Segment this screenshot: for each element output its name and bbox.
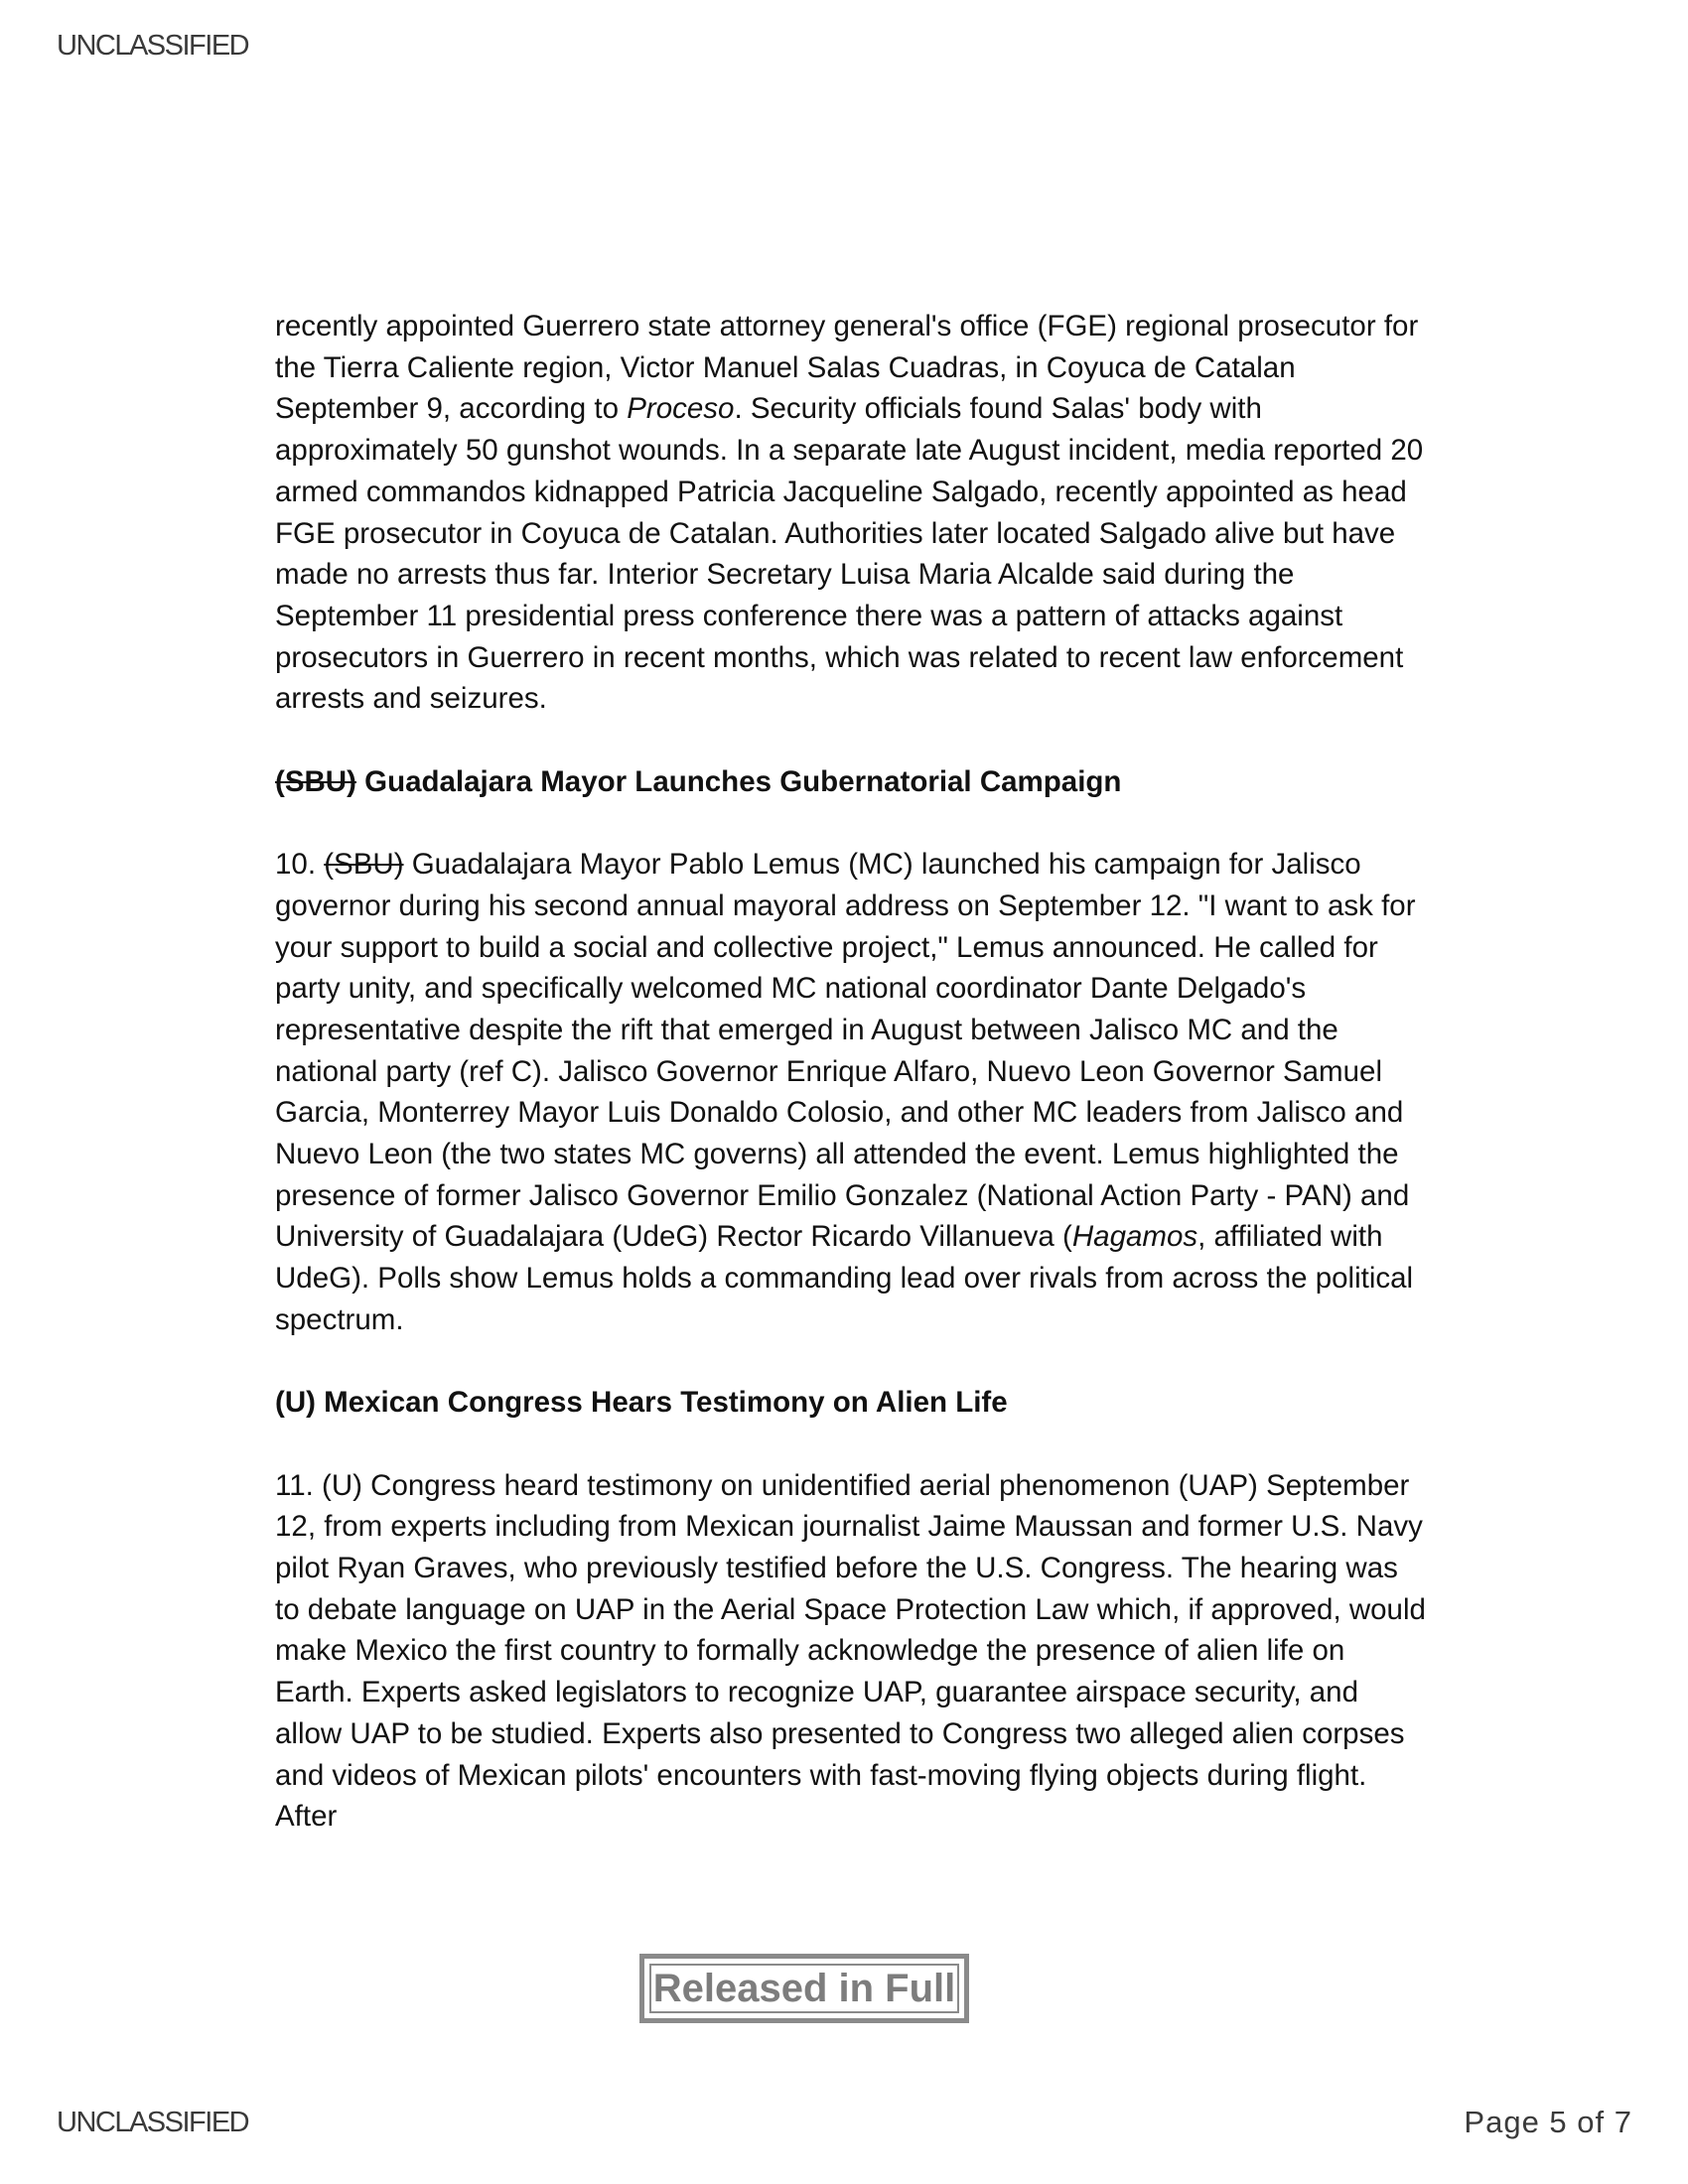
document-body bbox=[275, 306, 1427, 1879]
section-heading-text: Guadalajara Mayor Launches Gubernatorial Campaign bbox=[355, 764, 1122, 798]
struck-classification-marking: (SBU) bbox=[324, 848, 404, 882]
paragraph-10 bbox=[275, 844, 1427, 1340]
party-name: Hagamos bbox=[1071, 1220, 1198, 1254]
paragraph-11: 11. (U) Congress heard testimony on unidentified aerial phenomenon (UAP) September 12, from experts including from Mexican journalist Jaime Maussan and former U.S. Navy pilot Ryan Graves, who previously testified before the U.S. Congress. The hearing was to debate language on UAP in the Aerial Space Protection Law which, if approved, would make Mexico the first country to formally acknowledge the presence of alien life on Earth. Experts asked legislators to recognize UAP, guarantee airspace security, and allow UAP to be studied. Experts also presented to Congress two alleged alien corpses and videos of Mexican pilots' encounters with fast-moving flying objects during flight. After bbox=[275, 1468, 1426, 1834]
paragraph-text: , affiliated with UdeG). Polls show Lemus holds a commanding lead over rivals from across the political spectrum. bbox=[275, 1220, 1414, 1336]
paragraph-text: Guadalajara Mayor Pablo Lemus (MC) launched his campaign for Jalisco governor during his second annual mayoral address on September 12. "I want to ask for your support to build a social and collective project," Lemus announced. He called for party unity, and specifically welcomed MC national coordinator Dante Delgado's representative despite the rift that emerged in August between Jalisco MC and the national party (ref C). Jalisco Governor Enrique Alfaro, Nuevo Leon Governor Samuel Garcia, Monterrey Mayor Luis Donaldo Colosio, and other MC leaders from Jalisco and Nuevo Leon (the two states MC governs) all attended the event. Lemus highlighted the presence of former Jalisco Governor Emilio Gonzalez (National Action Party - PAN) and University of Guadalajara (UdeG) Rector Ricardo Villanueva ( bbox=[275, 848, 1416, 1254]
paragraph-continuation bbox=[275, 306, 1427, 720]
classification-header: UNCLASSIFIED bbox=[57, 30, 249, 62]
paragraph-text: recently appointed Guerrero state attorney general's office (FGE) regional prosecutor for the Tierra Caliente region, Victor Manuel Salas Cuadras, in Coyuca de Catalan September 9, according to bbox=[275, 310, 1419, 426]
classification-footer: UNCLASSIFIED bbox=[57, 2107, 249, 2138]
paragraph-text: . Security officials found Salas' body with approximately 50 gunshot wounds. In a separate late August incident, media reported 20 armed commandos kidnapped Patricia Jacqueline Salgado, recently appointed as head FGE prosecutor in Coyuca de Catalan. Authorities later located Salgado alive but have made no arrests thus far. Interior Secretary Luisa Maria Alcalde said during the September 11 presidential press conference there was a pattern of attacks against prosecutors in Guerrero in recent months, which was related to recent law enforcement arrests and seizures. bbox=[275, 392, 1424, 716]
paragraph-number: 10. bbox=[275, 848, 325, 882]
publication-name: Proceso bbox=[627, 392, 735, 426]
section-heading-congress: (U) Mexican Congress Hears Testimony on Alien Life bbox=[275, 1386, 1008, 1420]
release-stamp-text: Released in Full bbox=[652, 1966, 956, 2010]
struck-classification-marking: (SBU) bbox=[275, 764, 356, 798]
release-stamp bbox=[639, 1954, 969, 2023]
section-heading-guadalajara bbox=[275, 761, 1427, 803]
page-number: Page 5 of 7 bbox=[1464, 2105, 1632, 2139]
